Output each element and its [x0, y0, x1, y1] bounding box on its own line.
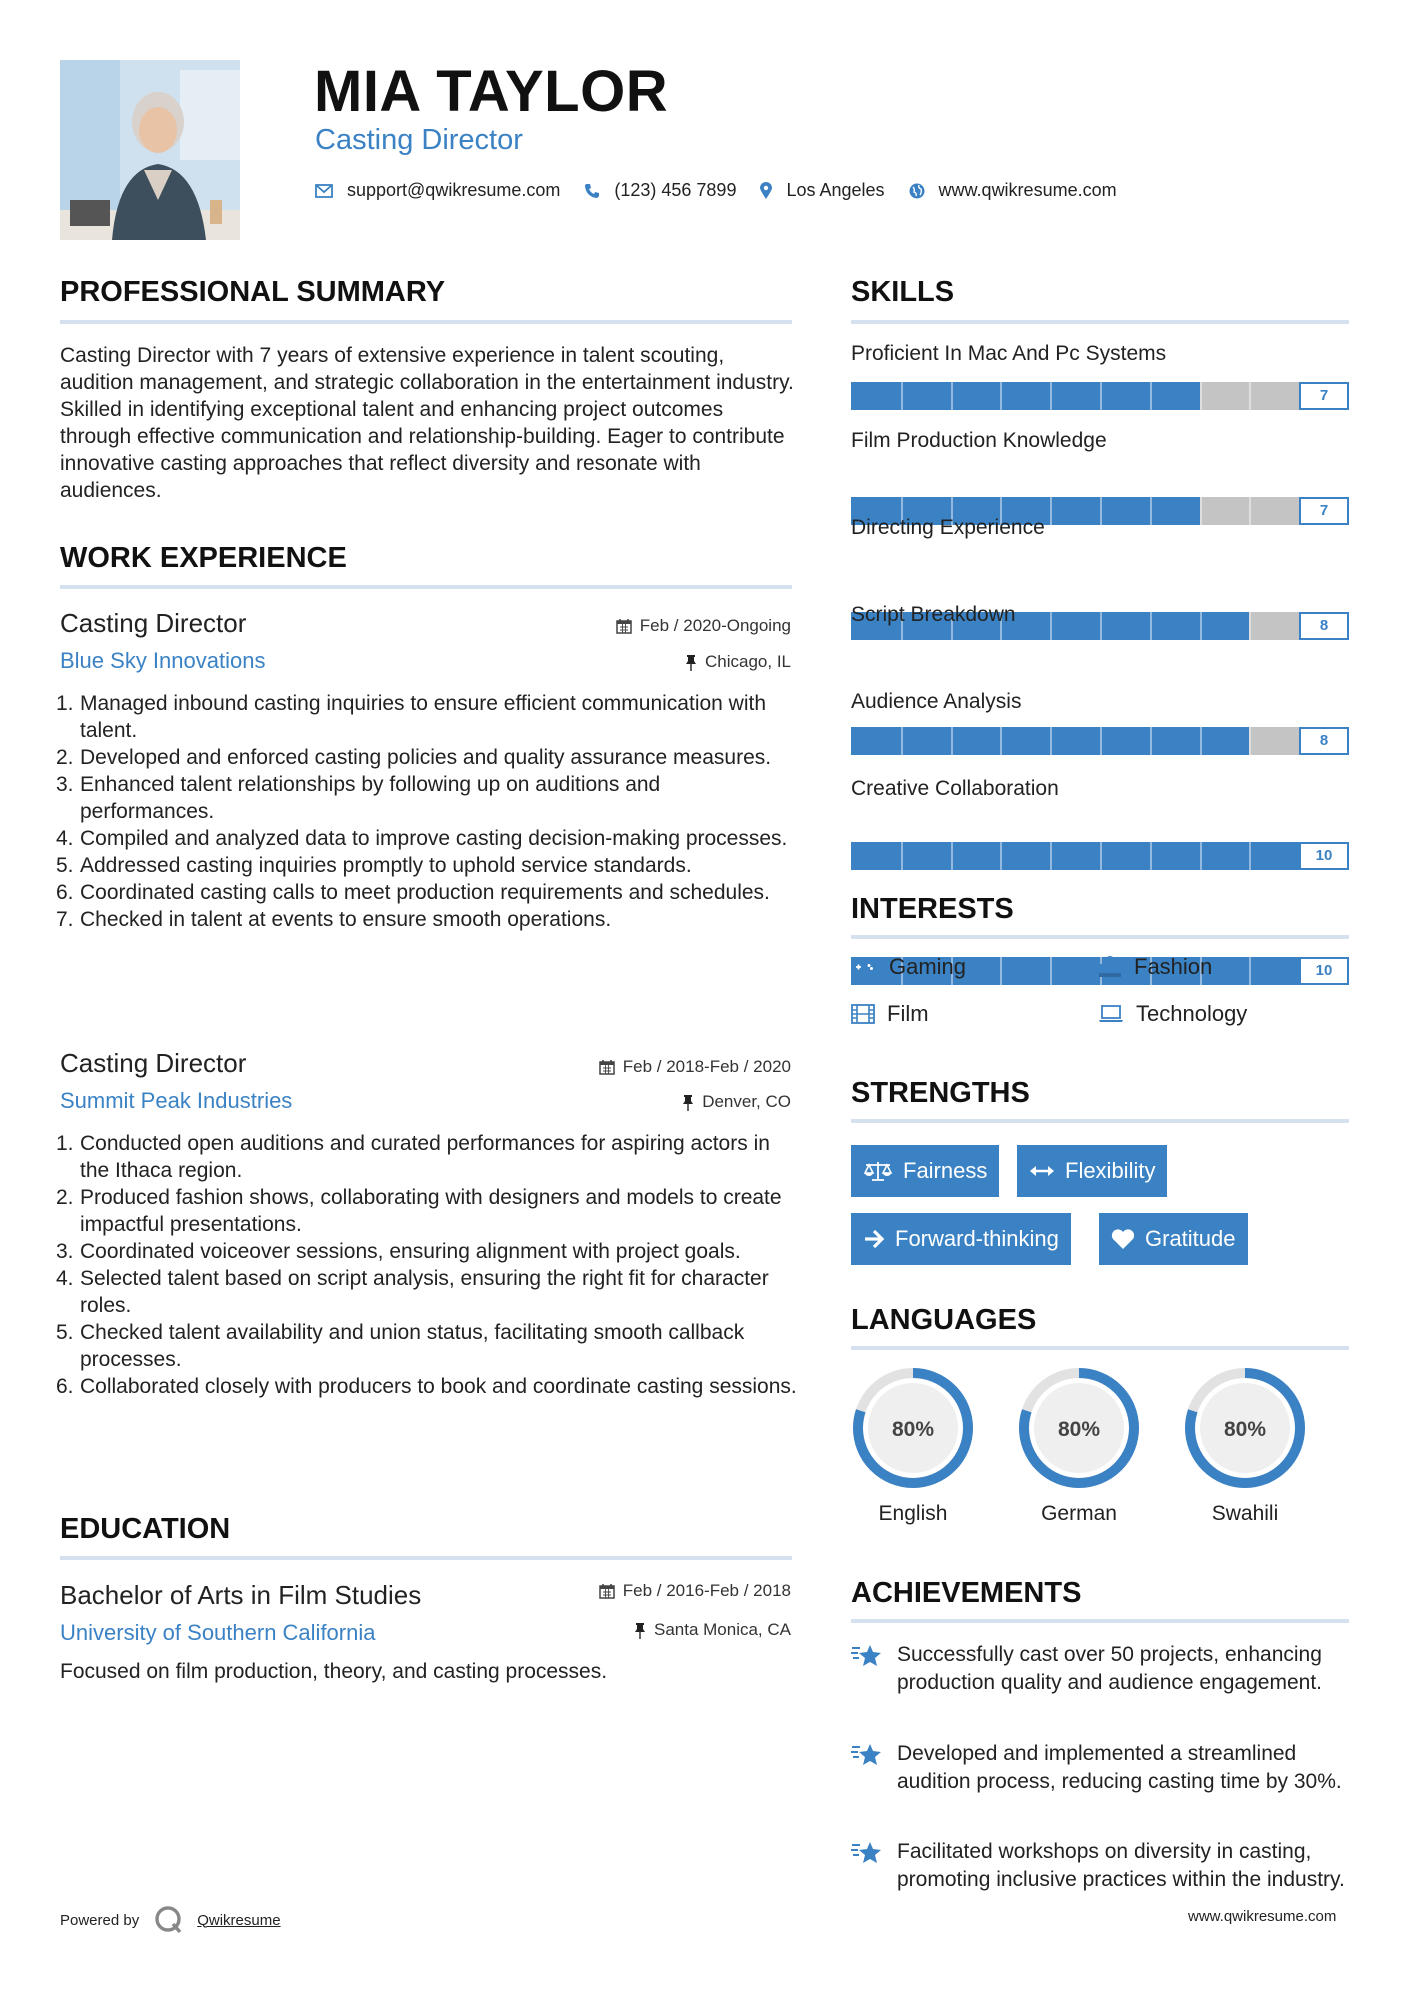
skill-bar-segment — [1200, 612, 1202, 640]
list-item: 3. Coordinated voiceover sessions, ensuring alignment with project goals. — [56, 1240, 741, 1263]
contact-location-text: Los Angeles — [786, 180, 885, 200]
skill-bar-segment — [1150, 612, 1152, 640]
education-school: University of Southern California — [60, 1620, 376, 1645]
list-item: 4. Selected talent based on script analysis, ensuring the right fit for character roles. — [56, 1267, 769, 1317]
film-icon — [851, 1004, 875, 1024]
phone-icon — [584, 183, 600, 199]
laptop-icon — [1098, 1005, 1124, 1023]
education-dates-text: Feb / 2016-Feb / 2018 — [622, 1581, 791, 1600]
pushpin-icon — [682, 1094, 694, 1111]
language-gauge — [1017, 1366, 1141, 1490]
skill-bar-segment — [1000, 842, 1002, 870]
contact-website-text: www.qwikresume.com — [938, 180, 1117, 200]
skill-name: Audience Analysis — [851, 690, 1022, 713]
skill-bar-fill — [851, 382, 1200, 410]
skill-bar-segment — [1249, 842, 1251, 870]
job-1-title: Casting Director — [60, 608, 247, 638]
contact-phone-text: (123) 456 7899 — [614, 180, 737, 200]
achievement-text: Facilitated workshops on diversity in casting, promoting inclusive practices within the industry. — [897, 1840, 1345, 1891]
shopping-bag-icon — [1098, 956, 1122, 978]
education-location-text: Santa Monica, CA — [653, 1620, 791, 1639]
skill-bar-segment — [1150, 842, 1152, 870]
interest-technology — [1098, 1001, 1247, 1027]
achievements-rule — [851, 1619, 1349, 1623]
contact-website[interactable] — [909, 180, 1117, 201]
calendar-icon — [599, 1583, 615, 1599]
skill-bar-segment — [1150, 727, 1152, 755]
interest-gaming — [851, 954, 966, 980]
interest-label: Film — [887, 1001, 929, 1026]
language-name: Swahili — [1211, 1502, 1279, 1525]
interest-film — [851, 1001, 929, 1027]
job-1-location-text: Chicago, IL — [705, 652, 791, 671]
skill-name: Proficient In Mac And Pc Systems — [851, 342, 1167, 365]
achievement-item — [851, 1838, 1352, 1894]
skill-bar-segment — [1249, 612, 1251, 640]
skill-name: Creative Collaboration — [851, 777, 1059, 800]
job-2-title: Casting Director — [60, 1048, 247, 1078]
experience-rule — [60, 585, 792, 589]
skill-bar-segment — [901, 727, 903, 755]
candidate-name: MIA TAYLOR — [314, 59, 669, 124]
strengths-rule — [851, 1119, 1349, 1123]
languages-rule — [851, 1346, 1349, 1350]
skill-bar-segment — [1050, 612, 1052, 640]
list-item: 1. Conducted open auditions and curated performances for aspiring actors in the Ithaca region. — [56, 1132, 770, 1182]
language-swahili — [1183, 1366, 1307, 1495]
powered-by — [60, 1904, 281, 1936]
skill-bar-segment — [1100, 382, 1102, 410]
gauge-percent: 80% — [1057, 1418, 1101, 1441]
achievement-item — [851, 1641, 1352, 1697]
job-1-dates — [616, 616, 791, 636]
education-location — [634, 1620, 791, 1640]
pushpin-icon — [685, 654, 697, 671]
skill-bar-segment — [1100, 497, 1102, 525]
skill-bar-segment — [1050, 382, 1052, 410]
skill-bar-segment — [1200, 497, 1202, 525]
strength-label: Gratitude — [1145, 1226, 1236, 1251]
list-item: 5. Addressed casting inquiries promptly to uphold service standards. — [56, 854, 692, 877]
strengths-heading: STRENGTHS — [851, 1077, 1030, 1109]
skill-bar-segment — [901, 842, 903, 870]
education-heading: EDUCATION — [60, 1513, 231, 1545]
skill-bar-segment — [1050, 957, 1052, 985]
gamepad-icon — [851, 959, 877, 975]
language-name: German — [1041, 1502, 1117, 1525]
skill-bar-segment — [1000, 957, 1002, 985]
gauge-percent: 80% — [1223, 1418, 1267, 1441]
skill-level-badge: 7 — [1299, 497, 1349, 525]
language-german — [1017, 1366, 1141, 1495]
skill-bar-segment — [1200, 842, 1202, 870]
heart-icon — [1111, 1228, 1135, 1250]
job-2-company: Summit Peak Industries — [60, 1088, 293, 1113]
skill-bar-segment — [1150, 382, 1152, 410]
globe-icon — [909, 183, 925, 199]
shooting-star-icon — [851, 1840, 883, 1866]
summary-rule — [60, 320, 792, 324]
list-item: 6. Collaborated closely with producers to book and coordinate casting sessions. — [56, 1375, 797, 1398]
skill-level-badge: 8 — [1299, 612, 1349, 640]
contact-location — [760, 180, 884, 201]
skill-level-badge: 10 — [1299, 957, 1349, 985]
strength-forward-thinking — [851, 1213, 1071, 1265]
envelope-icon — [315, 184, 333, 198]
skill-bar-segment — [951, 382, 953, 410]
footer-website[interactable]: www.qwikresume.com — [1188, 1908, 1337, 1925]
calendar-icon — [616, 618, 632, 634]
skill-bar-segment — [1050, 842, 1052, 870]
summary-text: Casting Director with 7 years of extensive experience in talent scouting, audition management, and strategic collaboration in the entertainment industry. Skilled in identifying exceptional talent and enhancing project outcomes through effective communication and relationship-building. Eager to contribute innovative casting approaches that reflect diversity and resonate with audiences. — [60, 344, 794, 502]
skill-level-badge: 8 — [1299, 727, 1349, 755]
list-item: 1. Managed inbound casting inquiries to ensure efficient communication with talent. — [56, 692, 767, 742]
achievement-text: Successfully cast over 50 projects, enhancing production quality and audience engagement. — [897, 1643, 1322, 1694]
skill-bar-segment — [1050, 727, 1052, 755]
list-item: 2. Produced fashion shows, collaborating with designers and models to create impactful presentations. — [56, 1186, 782, 1236]
skill-bar-segment — [901, 382, 903, 410]
gauge-percent: 80% — [891, 1418, 935, 1441]
strength-label: Fairness — [903, 1158, 988, 1183]
skill-bar-segment — [1100, 612, 1102, 640]
list-item: 4. Compiled and analyzed data to improve casting decision-making processes. — [56, 827, 788, 850]
strength-gratitude — [1099, 1213, 1248, 1265]
interest-label: Fashion — [1134, 954, 1213, 979]
skill-name: Script Breakdown — [851, 603, 1016, 626]
strength-label: Forward-thinking — [895, 1226, 1059, 1251]
pushpin-icon — [634, 1622, 646, 1639]
job-1-dates-text: Feb / 2020-Ongoing — [639, 616, 791, 635]
skill-bar-segment — [1150, 497, 1152, 525]
skill-bar-segment — [1100, 727, 1102, 755]
language-gauge — [851, 1366, 975, 1490]
interests-rule — [851, 935, 1349, 939]
achievement-item — [851, 1740, 1352, 1796]
summary-heading: PROFESSIONAL SUMMARY — [60, 276, 446, 308]
map-marker-icon — [760, 182, 772, 200]
interest-fashion — [1098, 954, 1212, 980]
skill-bar-segment — [1000, 382, 1002, 410]
shooting-star-icon — [851, 1742, 883, 1768]
skill-bar-segment — [1100, 842, 1102, 870]
skill-bar-segment — [1249, 497, 1251, 525]
education-rule — [60, 1556, 792, 1560]
skill-level-badge: 7 — [1299, 382, 1349, 410]
job-2-location-text: Denver, CO — [702, 1092, 791, 1111]
interests-heading: INTERESTS — [851, 893, 1014, 925]
contact-bar — [315, 180, 1141, 201]
skill-name: Film Production Knowledge — [851, 429, 1107, 452]
job-1-bullets — [56, 690, 792, 933]
strength-fairness — [851, 1145, 999, 1197]
skill-name: Directing Experience — [851, 516, 1045, 539]
qwikresume-logo-icon — [153, 1904, 185, 1936]
skill-bar — [851, 842, 1349, 870]
skill-bar-segment — [1200, 727, 1202, 755]
list-item: 7. Checked in talent at events to ensure smooth operations. — [56, 908, 612, 931]
achievement-text: Developed and implemented a streamlined audition process, reducing casting time by 30%. — [897, 1742, 1342, 1793]
skill-level-badge: 10 — [1299, 842, 1349, 870]
job-2-bullets — [56, 1130, 797, 1400]
experience-heading: WORK EXPERIENCE — [60, 542, 347, 574]
language-name: English — [878, 1502, 948, 1525]
education-dates — [599, 1581, 791, 1601]
education-degree: Bachelor of Arts in Film Studies — [60, 1580, 422, 1610]
languages-heading: LANGUAGES — [851, 1304, 1037, 1336]
list-item: 2. Developed and enforced casting policies and quality assurance measures. — [56, 746, 772, 769]
skill-bar — [851, 382, 1349, 410]
interest-label: Technology — [1136, 1001, 1248, 1026]
list-item: 3. Enhanced talent relationships by following up on auditions and performances. — [56, 773, 661, 823]
job-1-location — [685, 652, 791, 672]
strength-flexibility — [1017, 1145, 1167, 1197]
skill-bar-segment — [1050, 497, 1052, 525]
strength-label: Flexibility — [1065, 1158, 1156, 1183]
skill-bar-segment — [1249, 957, 1251, 985]
shooting-star-icon — [851, 1643, 883, 1669]
achievements-heading: ACHIEVEMENTS — [851, 1577, 1082, 1609]
language-english — [851, 1366, 975, 1495]
powered-by-label: Powered by — [60, 1911, 140, 1929]
arrows-horizontal-icon — [1029, 1164, 1055, 1178]
list-item: 6. Coordinated casting calls to meet production requirements and schedules. — [56, 881, 770, 904]
skill-bar-segment — [1249, 727, 1251, 755]
skill-bar-segment — [1200, 382, 1202, 410]
job-2-dates-text: Feb / 2018-Feb / 2020 — [622, 1057, 791, 1076]
education-text: Focused on film production, theory, and casting processes. — [60, 1660, 608, 1683]
contact-email[interactable] — [315, 180, 560, 201]
skills-rule — [851, 320, 1349, 324]
language-gauge — [1183, 1366, 1307, 1490]
calendar-icon — [599, 1059, 615, 1075]
skill-bar-segment — [951, 727, 953, 755]
skill-bar-segment — [951, 842, 953, 870]
powered-by-brand-link[interactable]: Qwikresume — [197, 1911, 281, 1929]
contact-phone[interactable] — [584, 180, 736, 201]
job-1-company: Blue Sky Innovations — [60, 648, 266, 673]
job-2-dates — [599, 1057, 791, 1077]
skill-bar — [851, 727, 1349, 755]
job-2-location — [682, 1092, 791, 1112]
arrow-right-icon — [863, 1229, 885, 1249]
skill-bar-segment — [1249, 382, 1251, 410]
skills-heading: SKILLS — [851, 276, 955, 308]
candidate-role: Casting Director — [315, 124, 523, 156]
contact-email-text: support@qwikresume.com — [347, 180, 561, 200]
list-item: 5. Checked talent availability and union status, facilitating smooth callback processes. — [56, 1321, 745, 1371]
skill-bar-segment — [1000, 727, 1002, 755]
profile-photo — [60, 60, 240, 240]
balance-scale-icon — [863, 1160, 893, 1182]
interest-label: Gaming — [889, 954, 967, 979]
